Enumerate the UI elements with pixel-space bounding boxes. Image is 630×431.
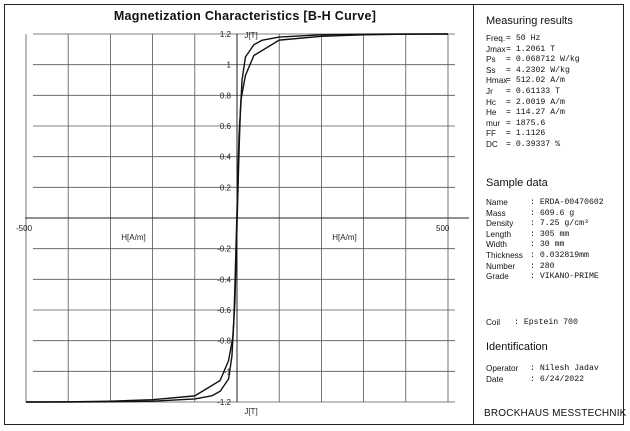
sample-value: : 30 mm [530, 240, 565, 250]
identification-label: Operator [486, 364, 519, 373]
sample-label: Width [486, 240, 507, 250]
sample-row [486, 251, 604, 262]
sample-row [486, 240, 604, 251]
y-tick-label: -0.4 [217, 275, 231, 285]
result-label: Jmax [486, 44, 506, 54]
sample-data-heading: Sample data [486, 177, 548, 189]
result-value: = 1.2061 T [506, 44, 556, 54]
result-row [486, 140, 580, 151]
sample-value: : 280 [530, 261, 555, 271]
sample-label: Grade [486, 272, 509, 282]
identification-heading: Identification [486, 341, 548, 353]
coil-line [486, 318, 578, 329]
coil-value: : Epstein 700 [514, 318, 578, 327]
x-tick-label: -500 [16, 224, 33, 233]
sample-value: : 305 mm [530, 229, 570, 239]
y-tick-label: 0.2 [219, 183, 231, 193]
y-axis-label: J[T] [244, 31, 258, 40]
identification-row [486, 364, 599, 375]
y-tick-label: -1 [223, 367, 231, 377]
y-tick-label: 0.6 [219, 122, 231, 131]
sample-value: : 0.032819mm [530, 250, 589, 260]
sample-value: : 609.6 g [530, 208, 575, 218]
sample-value: : 7.25 g/cm³ [530, 219, 589, 229]
x-axis-label: H[A/m] [332, 233, 357, 242]
sample-label: Name [486, 198, 508, 207]
result-label: Hc [486, 97, 497, 107]
x-axis-label: H[A/m] [121, 233, 146, 242]
sample-row [486, 198, 604, 209]
identification-value: : Nilesh Jadav [530, 364, 599, 373]
identification-label: Date [486, 374, 504, 384]
y-tick-label: -0.6 [217, 306, 231, 315]
result-row [486, 98, 580, 109]
result-label: FF [486, 129, 497, 139]
y-tick-label: 1 [226, 60, 231, 70]
brand-name: BROCKHAUS MESSTECHNIK [484, 408, 627, 419]
measuring-results-heading: Measuring results [486, 15, 573, 27]
result-value: = 114.27 A/m [506, 108, 565, 118]
identification-value: : 6/24/2022 [530, 374, 585, 384]
result-label: mur [486, 118, 501, 128]
result-value: = 1.1126 [506, 129, 546, 139]
sample-data-list [486, 198, 604, 283]
result-label: Ss [486, 65, 496, 75]
sample-label: Length [486, 229, 512, 239]
sample-label: Number [486, 261, 516, 271]
result-row [486, 108, 580, 119]
sample-row [486, 262, 604, 273]
result-row [486, 87, 580, 98]
y-tick-label: 0.4 [219, 152, 231, 162]
y-tick-label: -0.2 [217, 244, 231, 254]
sample-value: : VIKANO-PRIME [530, 272, 599, 282]
result-value: = 50 Hz [506, 34, 541, 43]
sample-label: Mass [486, 208, 506, 218]
result-value: = 512.02 A/m [506, 76, 565, 86]
result-row [486, 66, 580, 77]
result-value: = 0.068712 W/kg [506, 55, 580, 65]
coil-label: Coil [486, 318, 501, 327]
identification-row [486, 375, 599, 386]
measuring-results-list [486, 34, 580, 151]
sample-value: : ERDA-00470602 [530, 198, 604, 207]
result-label: DC [486, 139, 498, 149]
y-axis-label: J[T] [244, 407, 258, 416]
result-row [486, 129, 580, 140]
chart-title: Magnetization Characteristics [B-H Curve] [113, 9, 377, 23]
result-label: He [486, 108, 497, 118]
y-tick-label: -0.8 [217, 336, 231, 346]
sample-label: Density [486, 219, 514, 229]
y-tick-label: -1.2 [217, 398, 231, 407]
result-value: = 4.2302 W/kg [506, 65, 570, 75]
result-row [486, 76, 580, 87]
y-tick-label: 1.2 [219, 30, 231, 39]
result-label: Hmax [486, 76, 508, 86]
sample-row [486, 272, 604, 283]
result-row [486, 119, 580, 130]
result-label: Jr [486, 86, 493, 96]
result-label: Ps [486, 55, 496, 65]
coil-row [486, 318, 578, 329]
result-label: Freq. [486, 34, 506, 43]
sample-row [486, 209, 604, 220]
result-value: = 1875.6 [506, 118, 546, 128]
sample-row [486, 230, 604, 241]
sample-label: Thickness [486, 250, 523, 260]
y-tick-label: 0.8 [219, 91, 231, 101]
result-row [486, 34, 580, 45]
result-value: = 2.0019 A/m [506, 97, 565, 107]
result-row [486, 45, 580, 56]
x-tick-label: 500 [436, 224, 450, 233]
sample-row [486, 219, 604, 230]
result-row [486, 55, 580, 66]
result-value: = 0.61133 T [506, 86, 561, 96]
result-value: = 0.39337 % [506, 139, 561, 149]
identification-list [486, 364, 599, 385]
